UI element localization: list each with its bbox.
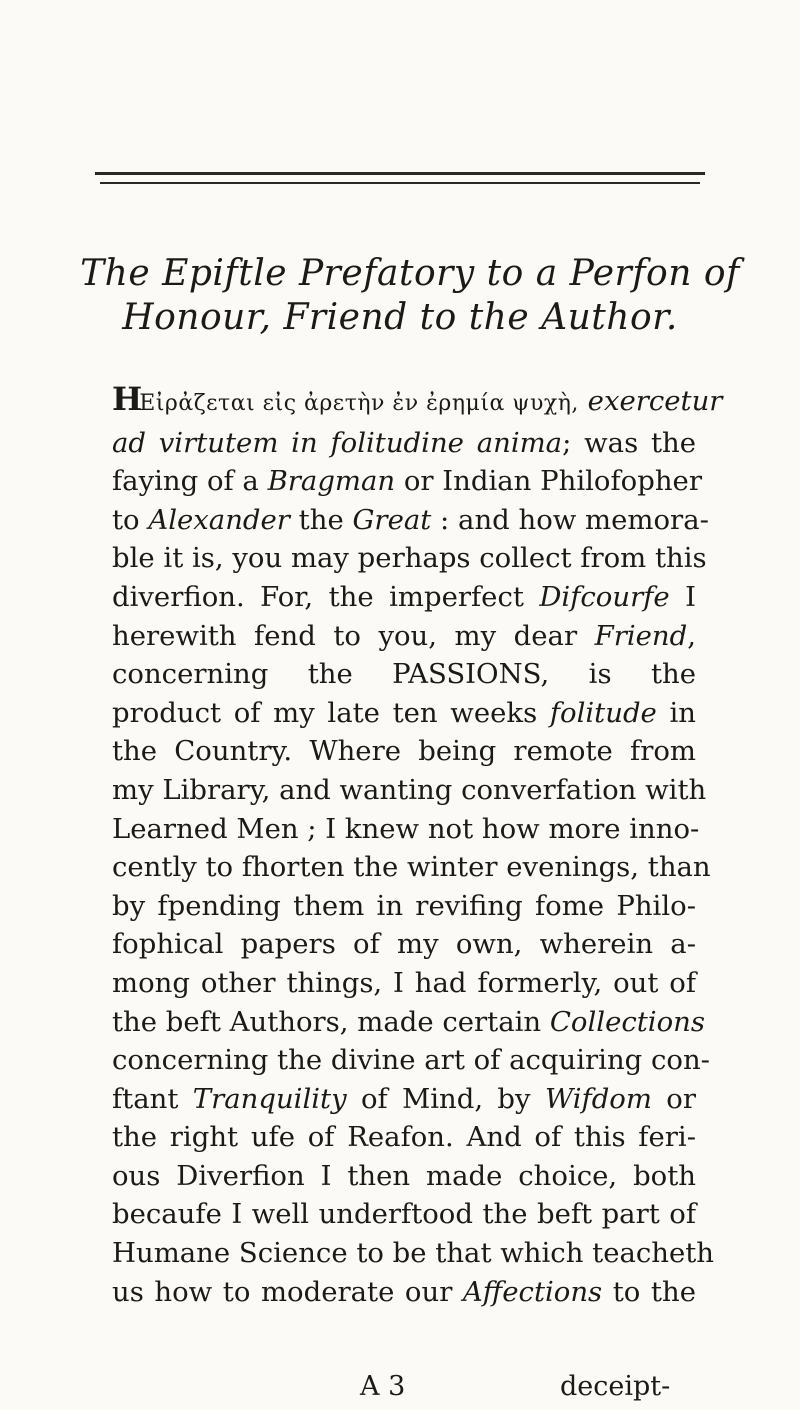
- italic-run: Collections: [549, 1005, 705, 1038]
- text-run: in: [656, 696, 697, 729]
- text-line: [112, 424, 696, 463]
- text-line: [112, 501, 709, 540]
- text-run: : and how memora-: [431, 503, 709, 536]
- text-run: to: [112, 503, 149, 536]
- text-run: to the: [602, 1275, 696, 1308]
- text-line: fophical papers of my own, wherein a-: [112, 928, 696, 961]
- text-run: product of my late ten weeks: [112, 696, 550, 729]
- page-title-line-1: The Epiftle Prefatory to a Perfon of: [80, 253, 740, 294]
- page-title-line-2: Honour, Friend to the Author.: [122, 297, 678, 338]
- text-run: faying of a: [112, 465, 268, 498]
- italic-run: Great: [352, 503, 432, 536]
- text-run: ,: [687, 619, 696, 652]
- text-line: ble it is, you may perhaps collect from this: [112, 542, 707, 575]
- catchword: deceipt-: [560, 1371, 671, 1402]
- text-line: ous Diverfion I then made choice, both: [112, 1159, 696, 1192]
- text-line: [112, 1003, 705, 1042]
- italic-run: Wifdom: [544, 1082, 652, 1115]
- italic-run: folitude: [549, 696, 657, 729]
- text-run: ; was the: [562, 426, 696, 459]
- text-line: by fpending them in revifing fome Philo-: [112, 889, 696, 922]
- text-line: the Country. Where being remote from: [112, 735, 696, 768]
- greek-quote: Eἰρἀζεται εἰς ἀρετὴν ἐν ἐρημία ψυχὴ,: [139, 391, 579, 416]
- text-run: herewith fend to you, my dear: [112, 619, 595, 652]
- text-run: ftant: [112, 1082, 193, 1115]
- text-line: concerning the divine art of acquiring con-: [112, 1044, 710, 1077]
- text-line: [112, 380, 723, 424]
- text-line: the right ufe of Reafon. And of this feri-: [112, 1121, 696, 1154]
- text-line: [112, 617, 696, 656]
- italic-run: Tranquility: [192, 1082, 347, 1115]
- header-rule: [95, 172, 705, 175]
- italic-run: Difcourfe: [539, 580, 670, 613]
- text-line: [112, 462, 702, 501]
- italic-run: Friend: [594, 619, 688, 652]
- signature-mark: A 3: [360, 1371, 406, 1402]
- latin-text: ad virtutem in folitudine anima: [112, 426, 563, 459]
- italic-run: Affections: [462, 1275, 603, 1308]
- text-line: Humane Science to be that which teacheth: [112, 1237, 715, 1270]
- text-line: [112, 578, 696, 617]
- drop-cap: H: [112, 380, 140, 418]
- text-run: or: [651, 1082, 696, 1115]
- text-line: my Library, and wanting converfation with: [112, 773, 707, 806]
- text-line: [112, 694, 696, 733]
- latin-text: exercetur: [578, 385, 723, 417]
- text-line: [112, 1080, 696, 1119]
- text-line: [112, 1273, 696, 1312]
- text-run: or Indian Philofopher: [395, 465, 702, 498]
- text-run: the: [289, 503, 353, 536]
- text-line: concerning the PASSIONS, is the: [112, 658, 696, 691]
- text-run: the beft Authors, made certain: [112, 1005, 550, 1038]
- text-line: mong other things, I had formerly, out of: [112, 966, 696, 999]
- text-run: of Mind, by: [346, 1082, 545, 1115]
- text-run: I: [669, 580, 696, 613]
- text-line: Learned Men ; I knew not how more inno-: [112, 812, 700, 845]
- text-line: becaufe I well underftood the beft part of: [112, 1198, 696, 1231]
- text-run: us how to moderate our: [112, 1275, 463, 1308]
- italic-run: Alexander: [148, 503, 290, 536]
- body-text: [112, 380, 723, 1311]
- text-line: cently to fhorten the winter evenings, than: [112, 851, 711, 884]
- italic-run: Bragman: [267, 465, 396, 498]
- text-run: diverfion. For, the imperfect: [112, 580, 540, 613]
- header-rule-thin: [100, 182, 700, 184]
